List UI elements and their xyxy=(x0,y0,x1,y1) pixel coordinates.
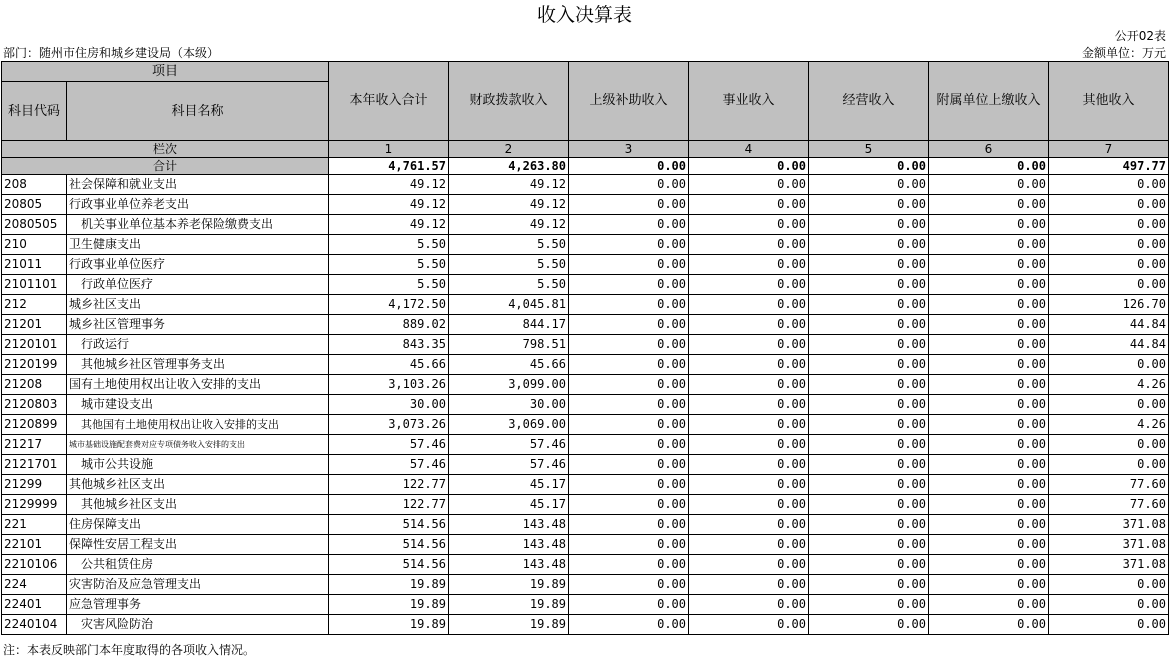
amount-cell: 0.00 xyxy=(569,435,689,455)
col-number: 6 xyxy=(929,141,1049,158)
amount-cell: 0.00 xyxy=(1049,435,1169,455)
amount-cell: 0.00 xyxy=(809,375,929,395)
total-label: 合计 xyxy=(2,158,329,175)
amount-cell: 0.00 xyxy=(809,555,929,575)
amount-cell: 0.00 xyxy=(929,395,1049,415)
amount-cell: 0.00 xyxy=(1049,455,1169,475)
table-row xyxy=(2,175,1169,195)
amount-cell: 57.46 xyxy=(329,455,449,475)
amount-cell: 0.00 xyxy=(569,615,689,635)
table-note: 注：本表反映部门本年度取得的各项收入情况。 xyxy=(3,643,256,657)
header-name: 科目名称 xyxy=(67,82,329,141)
subject-name: 其他城乡社区支出 xyxy=(67,475,329,495)
table-row xyxy=(2,415,1169,435)
amount-cell: 5.50 xyxy=(329,235,449,255)
department-label: 部门：随州市住房和城乡建设局（本级） xyxy=(3,46,220,60)
amount-cell: 49.12 xyxy=(329,175,449,195)
amount-cell: 514.56 xyxy=(329,515,449,535)
col-number: 2 xyxy=(449,141,569,158)
header-col4: 事业收入 xyxy=(689,62,809,141)
amount-cell: 143.48 xyxy=(449,535,569,555)
total-value: 0.00 xyxy=(689,158,809,175)
subject-code: 224 xyxy=(2,575,67,595)
amount-cell: 0.00 xyxy=(569,315,689,335)
amount-cell: 0.00 xyxy=(689,515,809,535)
amount-cell: 0.00 xyxy=(569,495,689,515)
subject-code: 22101 xyxy=(2,535,67,555)
col-number: 5 xyxy=(809,141,929,158)
amount-cell: 514.56 xyxy=(329,555,449,575)
amount-cell: 0.00 xyxy=(929,475,1049,495)
amount-cell: 44.84 xyxy=(1049,335,1169,355)
amount-cell: 0.00 xyxy=(569,235,689,255)
amount-cell: 49.12 xyxy=(449,175,569,195)
subject-code: 21011 xyxy=(2,255,67,275)
amount-cell: 0.00 xyxy=(569,535,689,555)
subject-name: 公共租赁住房 xyxy=(67,555,329,575)
total-value: 0.00 xyxy=(809,158,929,175)
amount-cell: 0.00 xyxy=(929,195,1049,215)
amount-cell: 0.00 xyxy=(689,215,809,235)
subject-code: 21208 xyxy=(2,375,67,395)
amount-cell: 0.00 xyxy=(1049,255,1169,275)
amount-cell: 19.89 xyxy=(449,615,569,635)
amount-cell: 0.00 xyxy=(929,235,1049,255)
subject-name: 灾害风险防治 xyxy=(67,615,329,635)
amount-cell: 0.00 xyxy=(929,515,1049,535)
amount-cell: 0.00 xyxy=(689,355,809,375)
amount-cell: 0.00 xyxy=(689,415,809,435)
header-col5: 经营收入 xyxy=(809,62,929,141)
header-item: 项目 xyxy=(2,62,329,82)
amount-cell: 0.00 xyxy=(569,515,689,535)
amount-cell: 0.00 xyxy=(929,615,1049,635)
amount-cell: 0.00 xyxy=(809,495,929,515)
subject-name: 城市基础设施配套费对应专项债务收入安排的支出 xyxy=(67,435,329,455)
amount-cell: 0.00 xyxy=(809,595,929,615)
amount-cell: 0.00 xyxy=(809,175,929,195)
amount-cell: 0.00 xyxy=(929,595,1049,615)
amount-cell: 45.17 xyxy=(449,475,569,495)
amount-cell: 0.00 xyxy=(929,335,1049,355)
amount-cell: 0.00 xyxy=(569,355,689,375)
amount-cell: 0.00 xyxy=(689,195,809,215)
subject-name: 行政事业单位养老支出 xyxy=(67,195,329,215)
subject-name: 行政单位医疗 xyxy=(67,275,329,295)
amount-cell: 0.00 xyxy=(809,235,929,255)
amount-cell: 0.00 xyxy=(689,375,809,395)
amount-cell: 45.17 xyxy=(449,495,569,515)
amount-cell: 0.00 xyxy=(689,395,809,415)
subject-code: 221 xyxy=(2,515,67,535)
amount-cell: 0.00 xyxy=(569,275,689,295)
amount-cell: 0.00 xyxy=(569,375,689,395)
amount-cell: 0.00 xyxy=(689,175,809,195)
amount-cell: 0.00 xyxy=(809,435,929,455)
subject-name: 卫生健康支出 xyxy=(67,235,329,255)
amount-cell: 49.12 xyxy=(449,215,569,235)
total-value: 4,761.57 xyxy=(329,158,449,175)
amount-cell: 0.00 xyxy=(929,455,1049,475)
table-row xyxy=(2,375,1169,395)
amount-cell: 0.00 xyxy=(929,415,1049,435)
table-row xyxy=(2,395,1169,415)
amount-cell: 5.50 xyxy=(449,255,569,275)
amount-cell: 0.00 xyxy=(689,615,809,635)
amount-cell: 0.00 xyxy=(1049,235,1169,255)
amount-cell: 0.00 xyxy=(809,315,929,335)
amount-cell: 0.00 xyxy=(689,475,809,495)
header-col6: 附属单位上缴收入 xyxy=(929,62,1049,141)
amount-cell: 0.00 xyxy=(689,275,809,295)
amount-cell: 0.00 xyxy=(809,215,929,235)
subject-name: 城市公共设施 xyxy=(67,455,329,475)
subject-name: 应急管理事务 xyxy=(67,595,329,615)
amount-cell: 0.00 xyxy=(809,535,929,555)
amount-cell: 122.77 xyxy=(329,475,449,495)
amount-cell: 0.00 xyxy=(1049,175,1169,195)
amount-cell: 0.00 xyxy=(569,175,689,195)
table-row xyxy=(2,555,1169,575)
subject-code: 2120899 xyxy=(2,415,67,435)
amount-cell: 0.00 xyxy=(1049,275,1169,295)
unit-label: 金额单位：万元 xyxy=(1081,46,1166,60)
amount-cell: 0.00 xyxy=(569,195,689,215)
col-number: 3 xyxy=(569,141,689,158)
amount-cell: 798.51 xyxy=(449,335,569,355)
amount-cell: 19.89 xyxy=(329,575,449,595)
amount-cell: 57.46 xyxy=(329,435,449,455)
amount-cell: 0.00 xyxy=(689,295,809,315)
amount-cell: 4,045.81 xyxy=(449,295,569,315)
col-number: 7 xyxy=(1049,141,1169,158)
table-row xyxy=(2,355,1169,375)
subject-code: 2101101 xyxy=(2,275,67,295)
amount-cell: 3,099.00 xyxy=(449,375,569,395)
amount-cell: 0.00 xyxy=(809,295,929,315)
amount-cell: 0.00 xyxy=(809,335,929,355)
col-number: 1 xyxy=(329,141,449,158)
amount-cell: 3,103.26 xyxy=(329,375,449,395)
subject-name: 机关事业单位基本养老保险缴费支出 xyxy=(67,215,329,235)
subject-code: 21299 xyxy=(2,475,67,495)
amount-cell: 0.00 xyxy=(1049,595,1169,615)
amount-cell: 143.48 xyxy=(449,555,569,575)
amount-cell: 4.26 xyxy=(1049,375,1169,395)
amount-cell: 0.00 xyxy=(809,255,929,275)
total-value: 0.00 xyxy=(929,158,1049,175)
amount-cell: 0.00 xyxy=(569,455,689,475)
header-code: 科目代码 xyxy=(2,82,67,141)
amount-cell: 0.00 xyxy=(1049,575,1169,595)
amount-cell: 45.66 xyxy=(329,355,449,375)
amount-cell: 0.00 xyxy=(929,295,1049,315)
subject-name: 城乡社区管理事务 xyxy=(67,315,329,335)
amount-cell: 844.17 xyxy=(449,315,569,335)
amount-cell: 0.00 xyxy=(929,435,1049,455)
subject-code: 2240104 xyxy=(2,615,67,635)
table-row xyxy=(2,315,1169,335)
table-row xyxy=(2,515,1169,535)
subject-code: 21217 xyxy=(2,435,67,455)
subject-name: 城市建设支出 xyxy=(67,395,329,415)
amount-cell: 5.50 xyxy=(449,275,569,295)
amount-cell: 0.00 xyxy=(689,575,809,595)
amount-cell: 0.00 xyxy=(929,215,1049,235)
amount-cell: 49.12 xyxy=(449,195,569,215)
amount-cell: 0.00 xyxy=(569,335,689,355)
amount-cell: 0.00 xyxy=(569,575,689,595)
amount-cell: 77.60 xyxy=(1049,475,1169,495)
amount-cell: 49.12 xyxy=(329,195,449,215)
total-value: 4,263.80 xyxy=(449,158,569,175)
amount-cell: 19.89 xyxy=(329,615,449,635)
table-row xyxy=(2,615,1169,635)
total-value: 497.77 xyxy=(1049,158,1169,175)
amount-cell: 0.00 xyxy=(1049,215,1169,235)
amount-cell: 0.00 xyxy=(569,595,689,615)
amount-cell: 0.00 xyxy=(1049,195,1169,215)
table-row xyxy=(2,575,1169,595)
amount-cell: 371.08 xyxy=(1049,515,1169,535)
amount-cell: 0.00 xyxy=(689,435,809,455)
amount-cell: 0.00 xyxy=(929,355,1049,375)
subject-code: 2080505 xyxy=(2,215,67,235)
table-row xyxy=(2,455,1169,475)
amount-cell: 0.00 xyxy=(689,235,809,255)
amount-cell: 0.00 xyxy=(929,275,1049,295)
amount-cell: 5.50 xyxy=(329,255,449,275)
amount-cell: 843.35 xyxy=(329,335,449,355)
subject-code: 2120199 xyxy=(2,355,67,375)
amount-cell: 19.89 xyxy=(449,595,569,615)
amount-cell: 0.00 xyxy=(809,615,929,635)
subject-name: 住房保障支出 xyxy=(67,515,329,535)
amount-cell: 57.46 xyxy=(449,455,569,475)
table-row xyxy=(2,215,1169,235)
amount-cell: 0.00 xyxy=(689,455,809,475)
subject-code: 2121701 xyxy=(2,455,67,475)
amount-cell: 49.12 xyxy=(329,215,449,235)
amount-cell: 0.00 xyxy=(809,515,929,535)
amount-cell: 371.08 xyxy=(1049,555,1169,575)
subject-code: 21201 xyxy=(2,315,67,335)
amount-cell: 0.00 xyxy=(929,175,1049,195)
subject-code: 212 xyxy=(2,295,67,315)
amount-cell: 0.00 xyxy=(689,255,809,275)
amount-cell: 0.00 xyxy=(689,335,809,355)
amount-cell: 0.00 xyxy=(569,215,689,235)
amount-cell: 0.00 xyxy=(809,195,929,215)
table-row xyxy=(2,195,1169,215)
subject-name: 其他国有土地使用权出让收入安排的支出 xyxy=(67,415,329,435)
amount-cell: 0.00 xyxy=(929,255,1049,275)
amount-cell: 0.00 xyxy=(1049,355,1169,375)
amount-cell: 0.00 xyxy=(929,555,1049,575)
subject-code: 2129999 xyxy=(2,495,67,515)
amount-cell: 514.56 xyxy=(329,535,449,555)
amount-cell: 19.89 xyxy=(449,575,569,595)
table-row xyxy=(2,235,1169,255)
amount-cell: 0.00 xyxy=(809,395,929,415)
amount-cell: 57.46 xyxy=(449,435,569,455)
amount-cell: 0.00 xyxy=(929,535,1049,555)
subject-code: 2120803 xyxy=(2,395,67,415)
subject-name: 其他城乡社区管理事务支出 xyxy=(67,355,329,375)
amount-cell: 126.70 xyxy=(1049,295,1169,315)
total-row xyxy=(2,158,1169,175)
header-col7: 其他收入 xyxy=(1049,62,1169,141)
table-row xyxy=(2,595,1169,615)
amount-cell: 45.66 xyxy=(449,355,569,375)
amount-cell: 4,172.50 xyxy=(329,295,449,315)
amount-cell: 0.00 xyxy=(929,495,1049,515)
amount-cell: 0.00 xyxy=(569,475,689,495)
amount-cell: 0.00 xyxy=(929,375,1049,395)
subject-code: 22401 xyxy=(2,595,67,615)
header-col3: 上级补助收入 xyxy=(569,62,689,141)
amount-cell: 0.00 xyxy=(809,475,929,495)
subject-code: 210 xyxy=(2,235,67,255)
amount-cell: 0.00 xyxy=(809,355,929,375)
amount-cell: 5.50 xyxy=(329,275,449,295)
amount-cell: 0.00 xyxy=(569,295,689,315)
col-number: 4 xyxy=(689,141,809,158)
amount-cell: 77.60 xyxy=(1049,495,1169,515)
subject-code: 208 xyxy=(2,175,67,195)
subject-name: 灾害防治及应急管理支出 xyxy=(67,575,329,595)
amount-cell: 0.00 xyxy=(569,555,689,575)
subject-name: 国有土地使用权出让收入安排的支出 xyxy=(67,375,329,395)
amount-cell: 0.00 xyxy=(809,455,929,475)
amount-cell: 0.00 xyxy=(689,555,809,575)
amount-cell: 44.84 xyxy=(1049,315,1169,335)
amount-cell: 0.00 xyxy=(809,575,929,595)
amount-cell: 0.00 xyxy=(569,415,689,435)
subject-name: 城乡社区支出 xyxy=(67,295,329,315)
amount-cell: 143.48 xyxy=(449,515,569,535)
table-row xyxy=(2,475,1169,495)
table-row xyxy=(2,335,1169,355)
income-table xyxy=(1,61,1169,635)
amount-cell: 371.08 xyxy=(1049,535,1169,555)
header-col2: 财政拨款收入 xyxy=(449,62,569,141)
amount-cell: 0.00 xyxy=(689,595,809,615)
total-value: 0.00 xyxy=(569,158,689,175)
amount-cell: 0.00 xyxy=(569,395,689,415)
table-row xyxy=(2,295,1169,315)
amount-cell: 3,073.26 xyxy=(329,415,449,435)
amount-cell: 30.00 xyxy=(329,395,449,415)
amount-cell: 0.00 xyxy=(809,415,929,435)
subject-name: 保障性安居工程支出 xyxy=(67,535,329,555)
table-row xyxy=(2,255,1169,275)
amount-cell: 0.00 xyxy=(1049,395,1169,415)
amount-cell: 889.02 xyxy=(329,315,449,335)
header-lanci: 栏次 xyxy=(2,141,329,158)
subject-name: 其他城乡社区支出 xyxy=(67,495,329,515)
table-row xyxy=(2,495,1169,515)
amount-cell: 19.89 xyxy=(329,595,449,615)
amount-cell: 0.00 xyxy=(569,255,689,275)
subject-code: 2210106 xyxy=(2,555,67,575)
amount-cell: 3,069.00 xyxy=(449,415,569,435)
subject-code: 2120101 xyxy=(2,335,67,355)
amount-cell: 0.00 xyxy=(689,495,809,515)
table-row xyxy=(2,275,1169,295)
subject-name: 行政运行 xyxy=(67,335,329,355)
table-row xyxy=(2,435,1169,455)
subject-code: 20805 xyxy=(2,195,67,215)
amount-cell: 4.26 xyxy=(1049,415,1169,435)
amount-cell: 122.77 xyxy=(329,495,449,515)
amount-cell: 0.00 xyxy=(809,275,929,295)
amount-cell: 5.50 xyxy=(449,235,569,255)
amount-cell: 0.00 xyxy=(1049,615,1169,635)
amount-cell: 0.00 xyxy=(929,315,1049,335)
subject-name: 行政事业单位医疗 xyxy=(67,255,329,275)
amount-cell: 30.00 xyxy=(449,395,569,415)
form-code: 公开02表 xyxy=(1114,29,1166,43)
amount-cell: 0.00 xyxy=(689,535,809,555)
table-row xyxy=(2,535,1169,555)
page-title: 收入决算表 xyxy=(536,4,632,26)
amount-cell: 0.00 xyxy=(689,315,809,335)
amount-cell: 0.00 xyxy=(929,575,1049,595)
subject-name: 社会保障和就业支出 xyxy=(67,175,329,195)
header-col1: 本年收入合计 xyxy=(329,62,449,141)
